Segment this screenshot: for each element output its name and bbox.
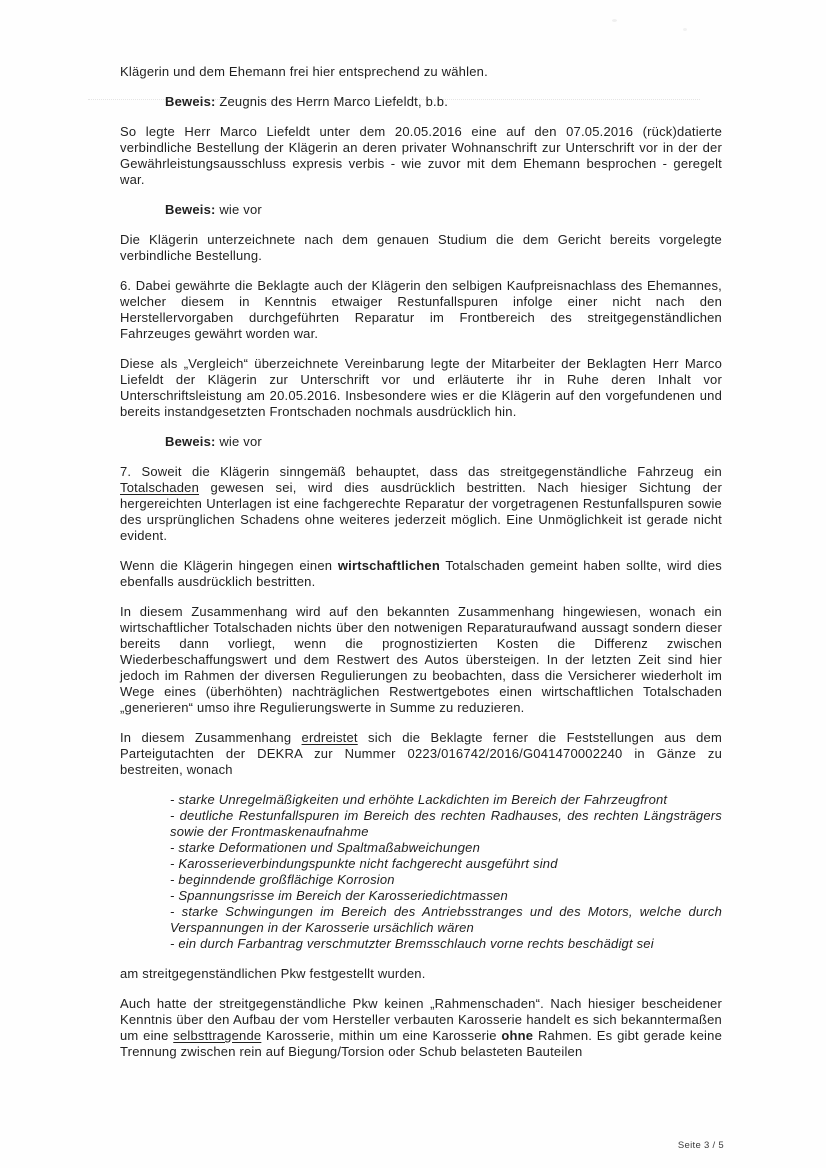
text-run: Diese als „Vergleich“ überzeichnete Vereinbarung legte der Mitarbeiter der Beklagten Herr Marco Liefeldt der Klägerin zur Unterschrift vor und erläuterte ihr in Ruhe deren Inhalt vor Unterschriftsleistung am 20.05.2016. Insbesondere wies er die Klägerin auf den vorgefundenen und bereits instandgesetzten Frontschaden nochmals ausdrücklich hin. <box>120 356 722 419</box>
bold-text: Beweis: <box>165 434 216 449</box>
bold-text: wirtschaftlichen <box>337 558 440 573</box>
text-run: Zeugnis des Herrn Marco Liefeldt, b.b. <box>215 94 449 109</box>
scan-artifact-dot <box>683 28 687 31</box>
text-run: So legte Herr Marco Liefeldt unter dem 20.05.2016 eine auf den 07.05.2016 (rück)datierte verbindliche Bestellung der Klägerin an deren privater Wohnanschrift zur Unterschrift vor in der der Gewährleistungsausschluss expresis verbis - wie zuvor mit dem Ehemann besprochen - geregelt war. <box>120 124 722 187</box>
list-item <box>120 872 722 888</box>
scan-artifact-dot <box>612 19 617 22</box>
text-run: Die Klägerin unterzeichnete nach dem genauen Studium die dem Gericht bereits vorgelegte verbindliche Bestellung. <box>120 232 722 263</box>
text-run: - Spannungsrisse im Bereich der Karosseriedichtmassen <box>170 888 508 903</box>
paragraph <box>120 464 722 544</box>
text-run: sich die Beklagte ferner die Feststellungen aus dem Parteigutachten der DEKRA zur Nummer 0223/016742/2016/G041470002240 in Gänze zu bestreiten, wonach <box>120 730 722 777</box>
text-run: wie vor <box>215 434 262 449</box>
text-run: wie vor <box>215 202 262 217</box>
list-item <box>120 856 722 872</box>
list-item <box>120 808 722 840</box>
text-run: In diesem Zusammenhang wird auf den bekannten Zusammenhang hingewiesen, wonach ein wirtschaftlicher Totalschaden nichts über den notwenigen Reparaturaufwand aussagt sondern dieser bereits dann vorliegt, wenn die prognostizierten Kosten die Differenz zwischen Wiederbeschaffungswert und dem Restwert des Autos übersteigen. In der letzten Zeit sind hier jedoch im Rahmen der diversen Regulierungen zu beobachten, dass die Versicherer wiederholt im Wege eines (überhöhten) nachträglichen Restwertgebotes einen wirtschaftlichen Totalschaden „generieren“ umso ihre Regulierungswerte in Summe zu reduzieren. <box>120 604 722 715</box>
page-number: Seite 3 / 5 <box>677 1140 724 1151</box>
text-run: am streitgegenständlichen Pkw festgestellt wurden. <box>120 966 426 981</box>
list-item <box>120 888 722 904</box>
text-run: - starke Schwingungen im Bereich des Antriebsstranges und des Motors, welche durch Verspannungen in der Karosserie ursächlich wären <box>170 904 722 935</box>
paragraph <box>120 604 722 716</box>
bold-text: ohne <box>501 1028 534 1043</box>
underlined-text: selbsttragende <box>173 1028 262 1043</box>
paragraph <box>120 278 722 342</box>
text-run: Klägerin und dem Ehemann frei hier entsprechend zu wählen. <box>120 64 488 79</box>
text-run: - Karosserieverbindungspunkte nicht fachgerecht ausgeführt sind <box>170 856 558 871</box>
paragraph <box>120 558 722 590</box>
text-run: 7. Soweit die Klägerin sinngemäß behauptet, dass das streitgegenständliche Fahrzeug ein <box>120 464 722 479</box>
text-run: Totalschaden gemeint haben sollte, wird dies ebenfalls ausdrücklich bestritten. <box>120 558 722 589</box>
bold-text: Beweis: <box>165 94 216 109</box>
evidence-line <box>120 434 722 450</box>
evidence-line <box>120 202 722 218</box>
list-item <box>120 936 722 952</box>
text-run: 6. Dabei gewährte die Beklagte auch der Klägerin den selbigen Kaufpreisnachlass des Ehemannes, welcher diesem in Kenntnis etwaiger Restunfallspuren infolge einer nicht nach den Herstellervorgaben durchgeführten Reparatur im Frontbereich des streitgegenständlichen Fahrzeuges gewährt worden war. <box>120 278 722 341</box>
list-item <box>120 792 722 808</box>
text-run: - starke Unregelmäßigkeiten und erhöhte Lackdichten im Bereich der Fahrzeugfront <box>170 792 668 807</box>
evidence-line <box>120 94 722 110</box>
text-run: Rahmen. Es gibt gerade keine Trennung zwischen rein auf Biegung/Torsion oder Schub belasteten Bauteilen <box>120 1028 722 1059</box>
text-run: - ein durch Farbantrag verschmutzter Bremsschlauch vorne rechts beschädigt sei <box>170 936 654 951</box>
paragraph <box>120 232 722 264</box>
list-item <box>120 840 722 856</box>
text-run: Wenn die Klägerin hingegen einen <box>120 558 338 573</box>
text-run: - starke Deformationen und Spaltmaßabweichungen <box>170 840 481 855</box>
paragraph <box>120 966 722 982</box>
document-body <box>120 64 722 1060</box>
list-item <box>120 904 722 936</box>
underlined-text: erdreistet <box>301 730 358 745</box>
paragraph <box>120 64 722 80</box>
text-run: gewesen sei, wird dies ausdrücklich bestritten. Nach hiesiger Sichtung der hergereichten Unterlagen ist eine fachgerechte Reparatur der vorgetragenen Restunfallspuren sowie des ursprünglichen Schadens ohne weiteres jederzeit möglich. Eine Unmöglichkeit ist gerade nicht evident. <box>120 480 722 543</box>
findings-list <box>120 792 722 952</box>
underlined-text: Totalschaden <box>120 480 200 495</box>
bold-text: Beweis: <box>165 202 216 217</box>
text-run: - deutliche Restunfallspuren im Bereich des rechten Radhauses, des rechten Längsträgers sowie der Frontmaskenaufnahme <box>170 808 722 839</box>
paragraph <box>120 124 722 188</box>
text-run: In diesem Zusammenhang <box>120 730 302 745</box>
text-run: Auch hatte der streitgegenständliche Pkw keinen „Rahmenschaden“. Nach hiesiger bescheidener Kenntnis über den Aufbau der vom Hersteller verbauten Karosserie handelt es sich bekanntermaßen um eine <box>120 996 722 1043</box>
paragraph <box>120 996 722 1060</box>
text-run: - beginndende großflächige Korrosion <box>170 872 395 887</box>
paragraph <box>120 356 722 420</box>
text-run: Karosserie, mithin um eine Karosserie <box>261 1028 502 1043</box>
paragraph <box>120 730 722 778</box>
